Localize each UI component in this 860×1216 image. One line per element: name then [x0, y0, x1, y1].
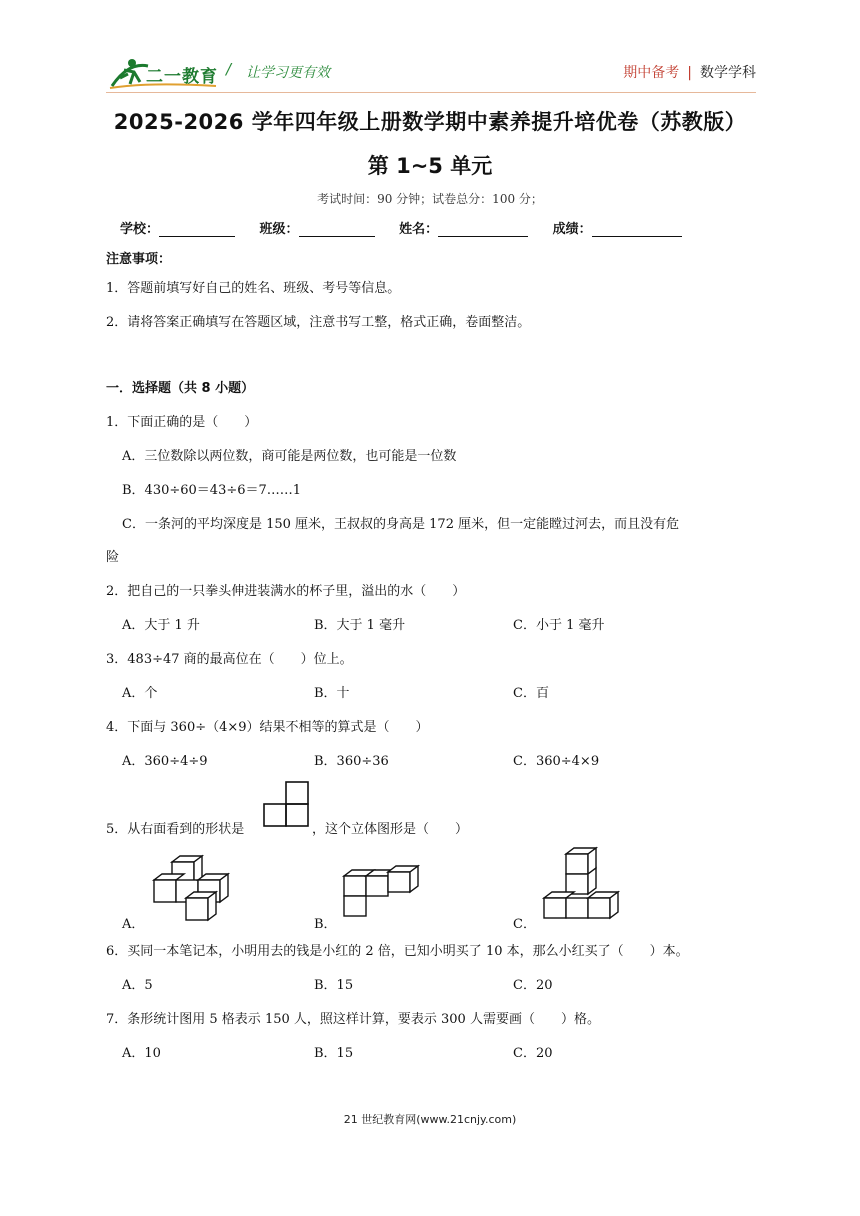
question-7-option-a[interactable]: A．10 [122, 1046, 161, 1061]
school-field[interactable]: 学校： [120, 218, 235, 237]
question-1-stem: 1．下面正确的是（ ） [106, 415, 258, 430]
question-5-stem-a: 5．从右面看到的形状是 [106, 822, 245, 837]
name-field[interactable]: 姓名： [399, 218, 528, 237]
tag-separator: | [687, 65, 692, 81]
question-3-option-a[interactable]: A．个 [122, 686, 158, 701]
question-6-stem: 6．买同一本笔记本，小明用去的钱是小红的 2 倍，已知小明买了 10 本，那么小红买了（ ）本。 [106, 944, 689, 959]
question-6-option-a[interactable]: A．5 [122, 978, 153, 993]
question-1-option-c-cont: 险 [106, 550, 120, 565]
question-4-option-c[interactable]: C．360÷4×9 [513, 754, 600, 769]
notice-item: 1．答题前填写好自己的姓名、班级、考号等信息。 [106, 281, 401, 296]
question-4-stem: 4．下面与 360÷（4×9）结果不相等的算式是（ ） [106, 720, 429, 735]
section-heading: 一．选择题（共 8 小题） [106, 381, 255, 396]
question-3-stem: 3．483÷47 商的最高位在（ ）位上。 [106, 652, 353, 667]
student-fields [120, 218, 702, 237]
question-2-option-b[interactable]: B．大于 1 毫升 [314, 618, 406, 633]
question-5-stem-b: ，这个立体图形是（ ） [312, 822, 469, 837]
slogan-separator: / [226, 60, 232, 78]
option-a-solid-figure[interactable] [150, 854, 236, 922]
right-view-figure [262, 780, 310, 828]
score-field[interactable]: 成绩： [553, 218, 682, 237]
question-1-option-c[interactable]: C．一条河的平均深度是 150 厘米，王叔叔的身高是 172 厘米，但一定能瞠过河去，而且没有危 [122, 517, 680, 532]
page-subtitle: 第 1~5 单元 [367, 154, 493, 178]
notice-heading: 注意事项： [106, 252, 172, 267]
question-4-option-a[interactable]: A．360÷4÷9 [122, 754, 208, 769]
question-2-option-c[interactable]: C．小于 1 毫升 [513, 618, 605, 633]
logo-text: 二一教育 [146, 67, 218, 87]
option-b-solid-figure[interactable] [340, 862, 428, 922]
slogan: 让学习更有效 [246, 65, 330, 81]
question-7-option-c[interactable]: C．20 [513, 1046, 553, 1061]
exam-info: 考试时间：90 分钟；试卷总分：100 分； [317, 192, 543, 206]
question-2-option-a[interactable]: A．大于 1 升 [122, 618, 200, 633]
class-field[interactable]: 班级： [260, 218, 375, 237]
question-3-option-c[interactable]: C．百 [513, 686, 549, 701]
header-divider [106, 92, 756, 93]
question-5-option-c[interactable]: C． [513, 917, 536, 932]
header-tags [623, 62, 756, 82]
page-title: 2025-2026 学年四年级上册数学期中素养提升培优卷（苏教版） [113, 110, 747, 134]
question-1-option-b[interactable]: B．430÷60＝43÷6＝7……1 [122, 483, 302, 498]
question-3-option-b[interactable]: B．十 [314, 686, 350, 701]
question-6-option-b[interactable]: B．15 [314, 978, 354, 993]
tag-exam: 期中备考 [623, 65, 680, 81]
question-7-stem: 7．条形统计图用 5 格表示 150 人，照这样计算，要表示 300 人需要画（ ）格。 [106, 1012, 600, 1027]
question-4-option-b[interactable]: B．360÷36 [314, 754, 389, 769]
notice-item: 2．请将答案正确填写在答题区域，注意书写工整，格式正确，卷面整洁。 [106, 315, 531, 330]
question-6-option-c[interactable]: C．20 [513, 978, 553, 993]
question-2-stem: 2．把自己的一只拳头伸进装满水的杯子里，溢出的水（ ） [106, 584, 466, 599]
option-c-solid-figure[interactable] [540, 846, 624, 922]
question-1-option-a[interactable]: A．三位数除以两位数，商可能是两位数，也可能是一位数 [122, 449, 457, 464]
tag-subject: 数学学科 [700, 65, 756, 81]
question-5-option-b[interactable]: B． [314, 917, 337, 932]
question-7-option-b[interactable]: B．15 [314, 1046, 354, 1061]
page-footer[interactable]: 21 世纪教育网(www.21cnjy.com) [343, 1113, 517, 1126]
question-5-option-a[interactable]: A． [122, 917, 145, 932]
